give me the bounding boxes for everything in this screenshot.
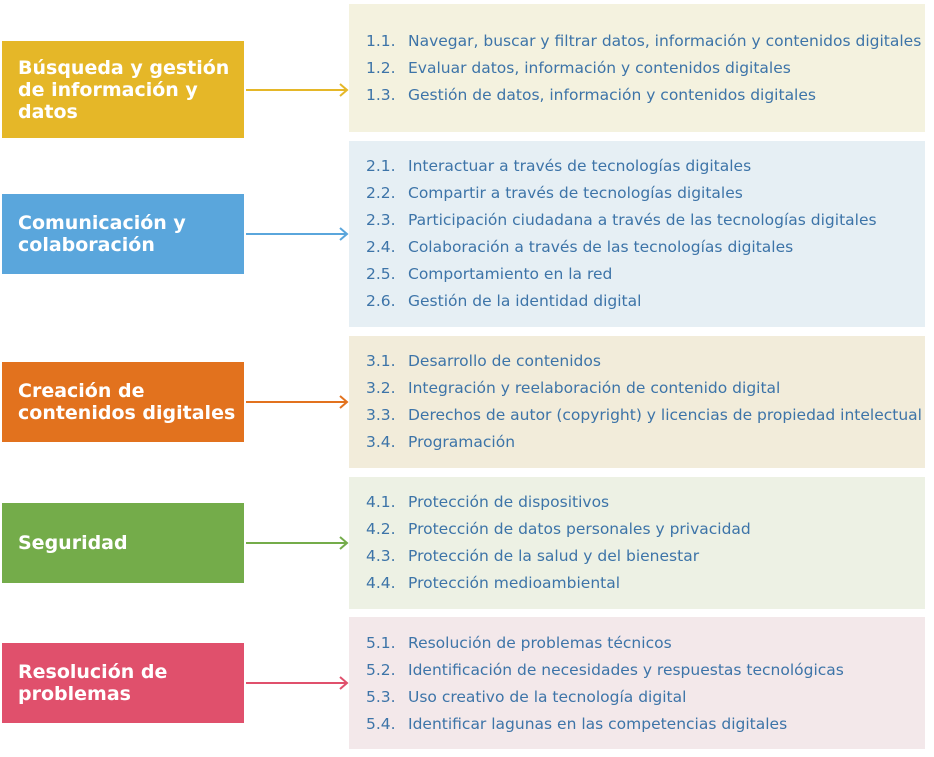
competence-item bbox=[366, 153, 925, 180]
competence-list-box bbox=[349, 617, 925, 749]
competence-number: 3.2. bbox=[366, 379, 396, 397]
competence-number: 4.3. bbox=[366, 547, 396, 565]
competence-item bbox=[366, 402, 925, 429]
competence-item bbox=[366, 180, 925, 207]
competence-item bbox=[366, 711, 925, 738]
competence-item bbox=[366, 207, 925, 234]
arrow-icon bbox=[246, 227, 350, 241]
area-label: Resolución de problemas bbox=[18, 661, 168, 705]
competence-number: 2.6. bbox=[366, 292, 396, 310]
competence-number: 5.3. bbox=[366, 688, 396, 706]
competence-item bbox=[366, 429, 925, 456]
competence-number: 1.1. bbox=[366, 32, 396, 50]
competence-number: 2.4. bbox=[366, 238, 396, 256]
competence-list-box bbox=[349, 4, 925, 132]
competence-item bbox=[366, 55, 925, 82]
competence-number: 3.4. bbox=[366, 433, 396, 451]
competence-text: Navegar, buscar y filtrar datos, información y contenidos digitales bbox=[408, 32, 922, 50]
competence-item bbox=[366, 28, 925, 55]
area-label-box bbox=[2, 503, 244, 583]
competence-text: Protección de la salud y del bienestar bbox=[408, 547, 700, 565]
competence-number: 5.4. bbox=[366, 715, 396, 733]
area-label: Búsqueda y gestión de información y datos bbox=[18, 56, 230, 123]
area-label: Comunicación y colaboración bbox=[18, 212, 186, 256]
competence-number: 2.5. bbox=[366, 265, 396, 283]
competence-item bbox=[366, 516, 925, 543]
arrow-icon bbox=[246, 83, 350, 97]
competence-text: Protección de datos personales y privacidad bbox=[408, 520, 751, 538]
competence-item bbox=[366, 489, 925, 516]
competence-list-box bbox=[349, 336, 925, 468]
competence-item bbox=[366, 684, 925, 711]
competence-number: 1.2. bbox=[366, 59, 396, 77]
area-label: Seguridad bbox=[18, 532, 128, 554]
competence-number: 1.3. bbox=[366, 86, 396, 104]
competence-text: Programación bbox=[408, 433, 516, 451]
competence-item bbox=[366, 657, 925, 684]
competence-number: 5.1. bbox=[366, 634, 396, 652]
competence-text: Desarrollo de contenidos bbox=[408, 352, 601, 370]
competence-text: Resolución de problemas técnicos bbox=[408, 634, 672, 652]
competence-text: Uso creativo de la tecnología digital bbox=[408, 688, 687, 706]
competence-number: 3.1. bbox=[366, 352, 396, 370]
competence-text: Gestión de datos, información y contenidos digitales bbox=[408, 86, 816, 104]
competence-text: Identificación de necesidades y respuestas tecnológicas bbox=[408, 661, 844, 679]
competence-number: 4.2. bbox=[366, 520, 396, 538]
area-label-box bbox=[2, 194, 244, 274]
competence-list-box bbox=[349, 141, 925, 327]
competence-item bbox=[366, 570, 925, 597]
competence-item bbox=[366, 543, 925, 570]
competence-item bbox=[366, 630, 925, 657]
area-label-box bbox=[2, 362, 244, 442]
area-label: Creación de contenidos digitales bbox=[18, 380, 236, 424]
competence-number: 4.4. bbox=[366, 574, 396, 592]
competence-text: Integración y reelaboración de contenido digital bbox=[408, 379, 781, 397]
competence-item bbox=[366, 234, 925, 261]
competence-item bbox=[366, 375, 925, 402]
competence-text: Identificar lagunas en las competencias digitales bbox=[408, 715, 788, 733]
competence-number: 3.3. bbox=[366, 406, 396, 424]
area-label-box bbox=[2, 643, 244, 723]
competence-item bbox=[366, 261, 925, 288]
competence-text: Comportamiento en la red bbox=[408, 265, 613, 283]
arrow-icon bbox=[246, 536, 350, 550]
competence-text: Derechos de autor (copyright) y licencias de propiedad intelectual bbox=[408, 406, 922, 424]
competence-text: Compartir a través de tecnologías digitales bbox=[408, 184, 743, 202]
competence-item bbox=[366, 288, 925, 315]
competence-text: Protección medioambiental bbox=[408, 574, 621, 592]
competence-number: 2.1. bbox=[366, 157, 396, 175]
competence-number: 4.1. bbox=[366, 493, 396, 511]
competence-item bbox=[366, 82, 925, 109]
competence-text: Participación ciudadana a través de las tecnologías digitales bbox=[408, 211, 877, 229]
competence-text: Protección de dispositivos bbox=[408, 493, 610, 511]
competence-text: Gestión de la identidad digital bbox=[408, 292, 642, 310]
competence-list-box bbox=[349, 477, 925, 609]
area-label-box bbox=[2, 41, 244, 138]
arrow-icon bbox=[246, 395, 350, 409]
competence-number: 2.3. bbox=[366, 211, 396, 229]
arrow-icon bbox=[246, 676, 350, 690]
competence-text: Evaluar datos, información y contenidos digitales bbox=[408, 59, 791, 77]
competence-number: 2.2. bbox=[366, 184, 396, 202]
competence-text: Colaboración a través de las tecnologías digitales bbox=[408, 238, 794, 256]
competence-item bbox=[366, 348, 925, 375]
competence-number: 5.2. bbox=[366, 661, 396, 679]
competence-text: Interactuar a través de tecnologías digitales bbox=[408, 157, 752, 175]
